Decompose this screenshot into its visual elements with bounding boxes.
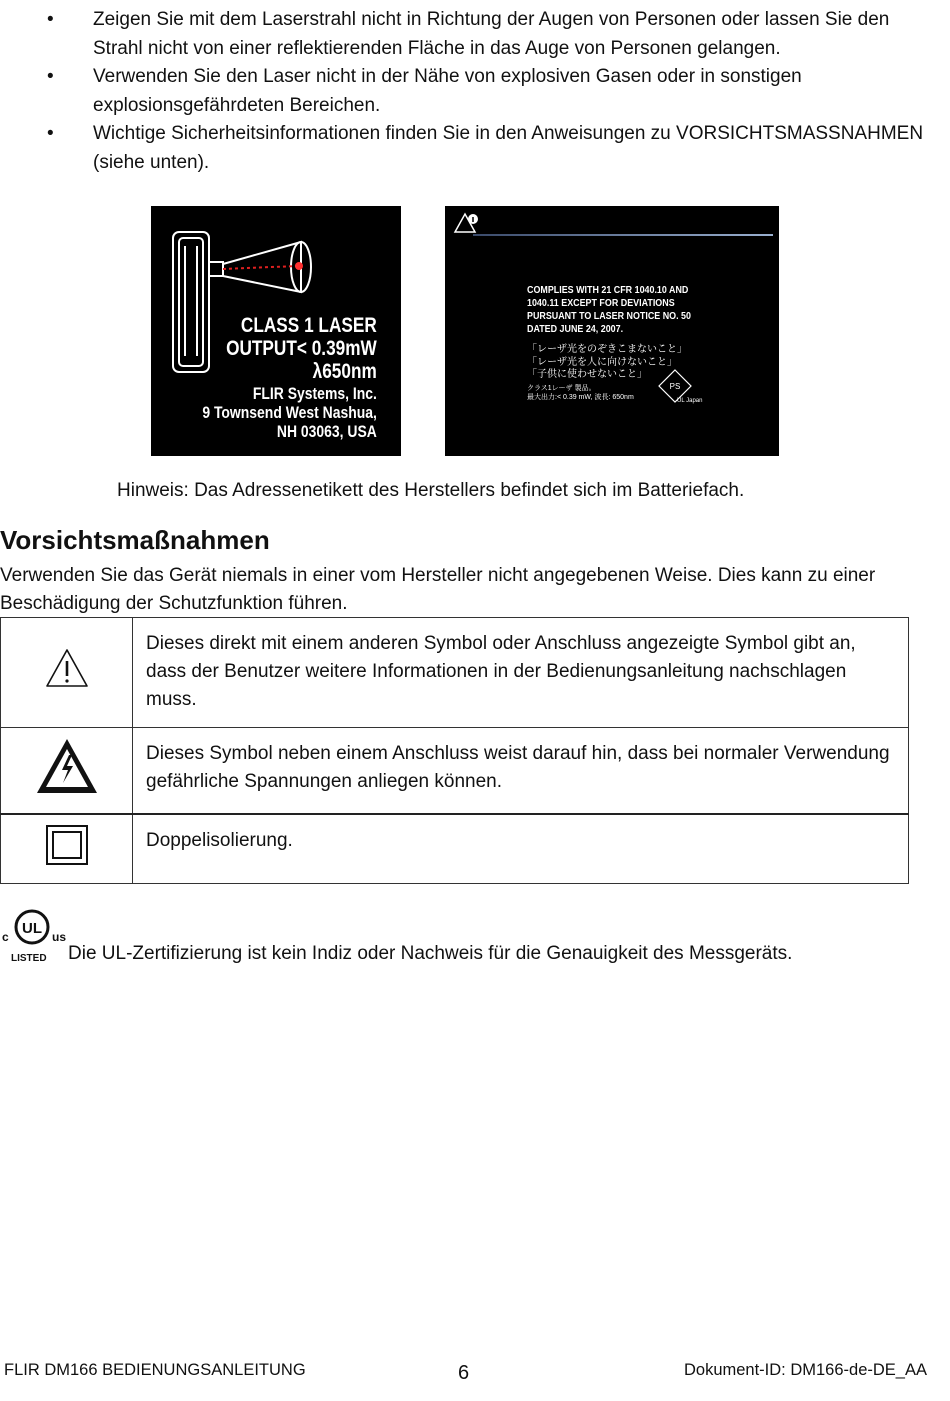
laser-class-label-image — [151, 206, 401, 456]
table-row — [1, 814, 909, 884]
symbol-description: Doppelisolierung. — [133, 814, 909, 884]
bullet-text: Zeigen Sie mit dem Laserstrahl nicht in Richtung der Augen von Personen oder lassen Sie den Strahl nicht von einer reflektierenden Fläche in das Auge von Personen gelangen. — [93, 9, 890, 59]
laser-warning-icon — [451, 210, 481, 236]
compliance-text: COMPLIES WITH 21 CFR 1040.10 AND 1040.11 EXCEPT FOR DEVIATIONS PURSUANT TO LASER NOTICE NO. 50 DATED JUNE 24, 2007. — [527, 284, 691, 335]
ul-certification-note: Die UL-Zertifizierung ist kein Indiz oder Nachweis für die Genauigkeit des Messgeräts. — [68, 943, 793, 964]
list-item: • Verwenden Sie den Laser nicht in der Nähe von explosiven Gasen oder in sonstigen explosionsgefährdeten Bereichen. — [47, 66, 802, 116]
list-item: • Zeigen Sie mit dem Laserstrahl nicht in Richtung der Augen von Personen oder lassen Sie den Strahl nicht von einer reflektierenden Fläche in das Auge von Personen gelangen. — [47, 9, 890, 59]
divider — [473, 234, 773, 236]
table-row — [1, 618, 909, 728]
intro-paragraph: Verwenden Sie das Gerät niemals in einer vom Hersteller nicht angegebenen Weise. Dies kann zu einer Beschädigung der Schutzfunktion führen. — [0, 565, 876, 614]
image-caption: Hinweis: Das Adressenetikett des Herstellers befindet sich im Batteriefach. — [117, 480, 745, 501]
svg-text:us: us — [52, 930, 67, 944]
laser-class-text: CLASS 1 LASER OUTPUT< 0.39mW λ650nm — [226, 314, 377, 383]
svg-text:UL: UL — [22, 920, 42, 937]
bullet-text: Wichtige Sicherheitsinformationen finden Sie in den Anweisungen zu VORSICHTSMASSNAHMEN (siehe unten). — [93, 123, 924, 173]
japanese-spec-text: クラス1レーザ 製品。 最大出力:< 0.39 mW, 波長: 650nm — [527, 385, 634, 401]
laser-compliance-label-image — [445, 206, 779, 456]
manufacturer-address: FLIR Systems, Inc. 9 Townsend West Nashua, NH 03063, USA — [202, 384, 377, 441]
svg-text:LISTED: LISTED — [11, 953, 47, 964]
safety-bullet-list — [0, 6, 940, 177]
svg-text:c: c — [2, 930, 9, 944]
footer-document-id: Dokument-ID: DM166-de-DE_AA — [683, 1361, 927, 1379]
symbol-table — [0, 617, 909, 884]
double-insulation-icon — [45, 824, 89, 866]
footer-manual-title: FLIR DM166 BEDIENUNGSANLEITUNG — [4, 1361, 306, 1379]
page-number: 6 — [458, 1362, 470, 1384]
section-heading: Vorsichtsmaßnahmen — [0, 525, 270, 555]
ul-listed-logo — [2, 905, 70, 965]
warning-triangle-icon — [44, 647, 90, 689]
symbol-description: Dieses Symbol neben einem Anschluss weist darauf hin, dass bei normaler Verwendung gefährliche Spannungen anliegen können. — [133, 728, 909, 815]
bullet-text: Verwenden Sie den Laser nicht in der Nähe von explosiven Gasen oder in sonstigen explosionsgefährdeten Bereichen. — [93, 66, 802, 116]
symbol-description: Dieses direkt mit einem anderen Symbol oder Anschluss angezeigte Symbol gibt an, dass der Benutzer weitere Informationen in der Bedienungsanleitung nachschlagen muss. — [133, 618, 909, 728]
list-item: • Wichtige Sicherheitsinformationen finden Sie in den Anweisungen zu VORSICHTSMASSNAHMEN (siehe unten). — [47, 123, 924, 173]
svg-text:PS: PS — [669, 382, 681, 391]
ul-japan-text: UL Japan — [677, 398, 703, 404]
japanese-warning-text: 「レーザ光をのぞきこまないこと」 「レーザ光を人に向けないこと」 「子供に使わせないこと」 — [527, 344, 687, 380]
high-voltage-icon — [35, 737, 99, 795]
table-row — [1, 728, 909, 815]
